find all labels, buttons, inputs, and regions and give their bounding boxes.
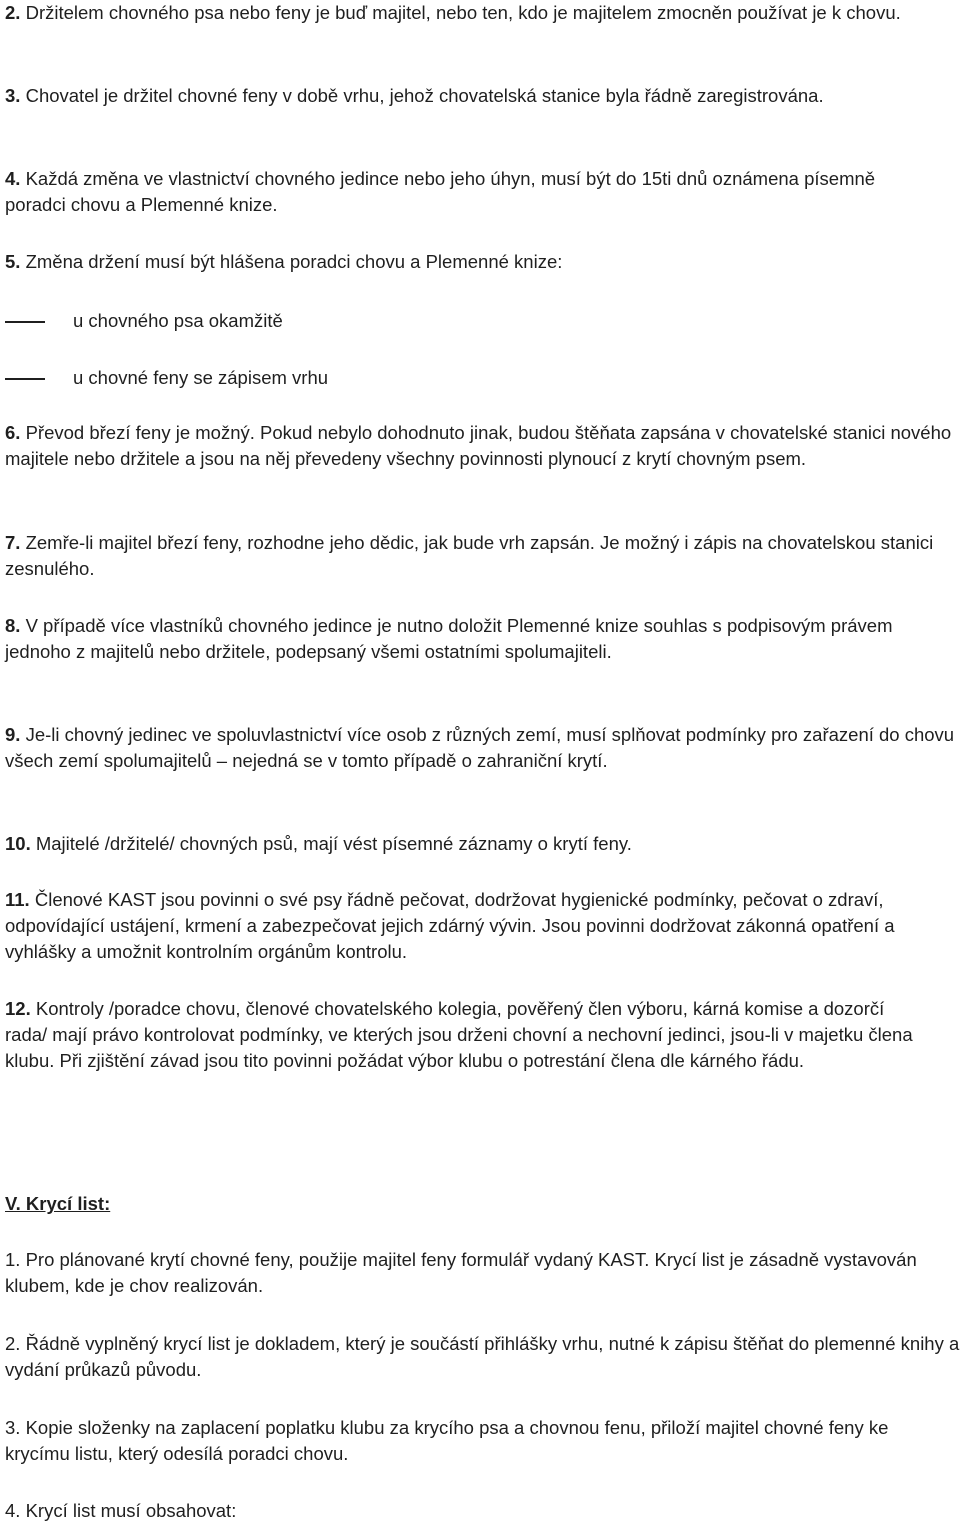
section-paragraph-text: 1. Pro plánované krytí chovné feny, použije majitel feny formulář vydaný KAST. Krycí list je zásadně vystavován klubem, kde je chov realizován. <box>5 1249 917 1296</box>
section-paragraph-3 <box>5 1415 930 1467</box>
item-number: 12. <box>5 998 31 1019</box>
item-number: 8. <box>5 615 21 636</box>
paragraph-item-8 <box>5 613 925 665</box>
item-number: 5. <box>5 251 21 272</box>
section-paragraph-text: 4. Krycí list musí obsahovat: <box>5 1500 237 1521</box>
item-text: V případě více vlastníků chovného jedince je nutno doložit Plemenné knize souhlas s podpisovým právem jednoho z majitelů nebo držitele, podepsaný všemi ostatními spolumajiteli. <box>5 615 893 662</box>
item-text: Členové KAST jsou povinni o své psy řádně pečovat, dodržovat hygienické podmínky, pečovat o zdraví, odpovídající ustájení, krmení a zabezpečovat jejich zdárný vývin. Jsou povinni dodržovat zákonná opatření a vyhlášky a umožnit kontrolním orgánům kontrolu. <box>5 889 895 962</box>
section-heading <box>5 1191 905 1217</box>
item-text: Kontroly /poradce chovu, členové chovatelského kolegia, pověřený člen výboru, kárná komise a dozorčí rada/ mají právo kontrolovat podmínky, ve kterých jsou drženi chovní a nechovní jedinci, jsou-li v majetku člena klubu. Při zjištění závad jsou tito povinni požádat výbor klubu o potrestání člena dle kárného řádu. <box>5 998 913 1071</box>
item-text: Majitelé /držitelé/ chovných psů, mají vést písemné záznamy o krytí feny. <box>30 833 632 854</box>
item-text: Chovatel je držitel chovné feny v době vrhu, jehož chovatelská stanice byla řádně zaregistrována. <box>20 85 824 106</box>
section-paragraph-1 <box>5 1247 925 1299</box>
item-text: Každá změna ve vlastnictví chovného jedince nebo jeho úhyn, musí být do 15ti dnů oznámena písemně poradci chovu a Plemenné knize. <box>5 168 876 215</box>
item-text: Převod březí feny je možný. Pokud nebylo dohodnuto jinak, budou štěňata zapsána v chovatelské stanici nového majitele nebo držitele a jsou na něj převedeny všechny povinnosti plynoucí z krytí chovným psem. <box>5 422 952 469</box>
item-text: Držitelem chovného psa nebo feny je buď majitel, nebo ten, kdo je majitelem zmocněn používat je k chovu. <box>20 2 901 23</box>
item-text: Změna držení musí být hlášena poradci chovu a Plemenné knize: <box>20 251 563 272</box>
dash-item-text: u chovného psa okamžitě <box>73 310 283 331</box>
item-number: 11. <box>5 889 30 910</box>
dash-list-item <box>5 365 905 391</box>
item-number: 7. <box>5 532 21 553</box>
paragraph-item-9 <box>5 722 955 774</box>
paragraph-item-6 <box>5 420 955 472</box>
dash-item-text: u chovné feny se zápisem vrhu <box>73 367 329 388</box>
paragraph-item-7 <box>5 530 955 582</box>
item-number: 9. <box>5 724 21 745</box>
section-paragraph-text: 3. Kopie složenky na zaplacení poplatku klubu za krycího psa a chovnou fenu, přiloží majitel chovné feny ke krycímu listu, který odesílá poradci chovu. <box>5 1417 889 1464</box>
paragraph-item-10 <box>5 831 955 857</box>
item-number: 4. <box>5 168 21 189</box>
paragraph-item-5 <box>5 249 905 275</box>
section-paragraph-4 <box>5 1498 905 1524</box>
dash-bullet <box>5 321 45 323</box>
item-text: Zemře-li majitel březí feny, rozhodne jeho dědic, jak bude vrh zapsán. Je možný i zápis na chovatelskou stanici zesnulého. <box>5 532 934 579</box>
section-paragraph-2 <box>5 1331 960 1383</box>
paragraph-item-12 <box>5 996 930 1074</box>
item-number: 3. <box>5 85 21 106</box>
paragraph-item-11 <box>5 887 960 965</box>
item-number: 10. <box>5 833 31 854</box>
paragraph-item-3 <box>5 83 905 109</box>
item-number: 2. <box>5 2 21 23</box>
paragraph-item-4 <box>5 166 905 218</box>
item-text: Je-li chovný jedinec ve spoluvlastnictví více osob z různých zemí, musí splňovat podmínky pro zařazení do chovu všech zemí spolumajitelů – nejedná se v tomto případě o zahraniční krytí. <box>5 724 955 771</box>
section-title: V. Krycí list: <box>5 1193 111 1214</box>
section-paragraph-text: 2. Řádně vyplněný krycí list je dokladem, který je součástí přihlášky vrhu, nutné k zápisu štěňat do plemenné knihy a vydání průkazů původu. <box>5 1333 960 1380</box>
dash-list-item <box>5 308 905 334</box>
item-number: 6. <box>5 422 21 443</box>
paragraph-item-2 <box>5 0 905 26</box>
dash-bullet <box>5 378 45 380</box>
